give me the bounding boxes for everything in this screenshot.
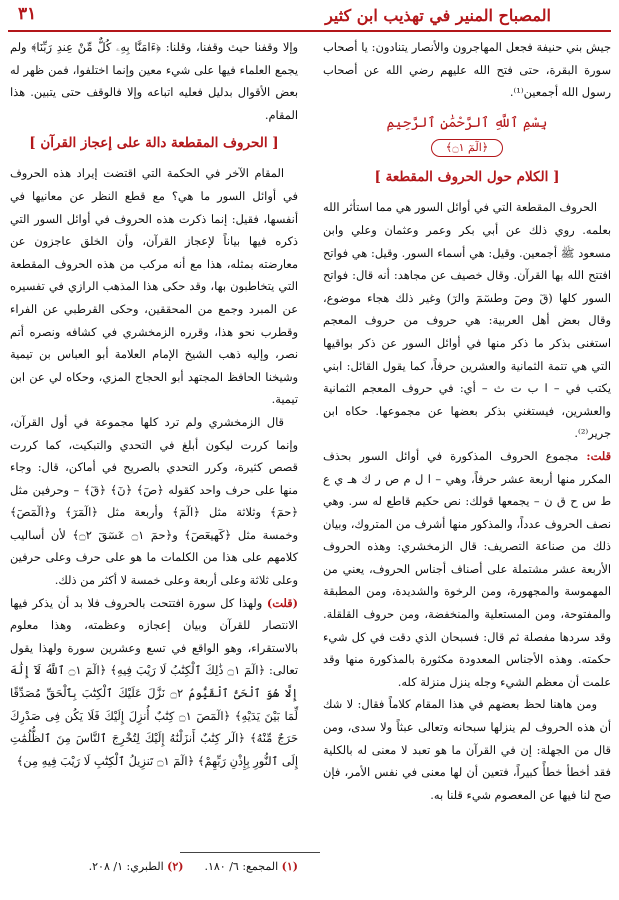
footnote-text: المجمع: ٦/ ١٨٠. xyxy=(204,860,279,873)
surah-tag-label: ﴿الٓمٓ ۝١﴾ xyxy=(431,139,503,157)
paragraph-text: ولهذا كل سورة افتتحت بالحروف فلا بد أن يذكر فيها الانتصار للقرآن وبيان إعجازه وعظمته، وهذا معلوم بالاستقراء، وهو الواقع في تسع وعشرين سورة ولهذا يقول تعالى: ﴿الٓمٓ ۝١ ذَٰلِكَ ٱلْكِتَٰبُ لَا رَيْبَ فِيهِ﴾ ﴿الٓمٓ ۝١ ٱللَّهُ لَآ إِلَٰهَ إِلَّا هُوَ ٱلْحَىُّ ٱلْقَيُّومُ ۝٢ نَزَّلَ عَلَيْكَ ٱلْكِتَٰبَ بِٱلْحَقِّ مُصَدِّقًا لِّمَا بَيْنَ يَدَيْهِ﴾ ﴿الٓمٓصٓ ۝١ كِتَٰبٌ أُنزِلَ إِلَيْكَ فَلَا يَكُن فِى صَدْرِكَ حَرَجٌ مِّنْهُ﴾ ﴿الٓر كِتَٰبٌ أَنزَلْنَٰهُ إِلَيْكَ لِتُخْرِجَ ٱلنَّاسَ مِنَ ٱلظُّلُمَٰتِ إِلَى ٱلنُّورِ بِإِذْنِ رَبِّهِمْ﴾ ﴿الٓمٓ ۝١ تَنزِيلُ ٱلْكِتَٰبِ لَا رَيْبَ فِيهِ مِن﴾ xyxy=(10,595,298,768)
right-column xyxy=(323,36,611,806)
footnote-text: الطبري: ١/ ٢٠٨. xyxy=(88,860,164,873)
page-number: ٣١ xyxy=(18,4,37,24)
surah-tag xyxy=(323,136,611,159)
note-label: قلت: xyxy=(586,448,612,463)
paragraph xyxy=(10,592,298,773)
section-heading: [ الحروف المقطعة دالة على إعجاز القرآن ] xyxy=(29,135,279,152)
paragraph: المقام الآخر في الحكمة التي اقتضت إيراد هذه الحروف في أوائل السور ما هي؟ مع قطع النظر عن معانيها في أنفسها، فقيل: إنما ذكرت هذه الحروف في أوائل السور التي ذكره فيها بياناً لإعجاز القرآن، وأن الخلق عاجزون عن معارضته بمثله، هذا مع أنه مركب من هذه الحروف المقطعة التي يتخاطبون بها، وقد حكى هذا المذهب الرازي في تفسيره عن المبرد وجمع من المحققين، وحكى القرطبي عن الفراء وقطرب نحو هذا، وقرره الزمخشري في كشافه ونصره أتم نصر، وإليه ذهب الشيخ الإمام العلامة أبو العباس بن تيمية وشيخنا الحافظ المجتهد أبو الحجاج المزي، وحكاه لي عن ابن تيمية. xyxy=(10,166,298,407)
paragraph: جيش بني حنيفة فجعل المهاجرون والأنصار يتنادون: يا أصحاب سورة البقرة، حتى فتح الله عليهم رضي الله عن أصحاب رسول الله أجمعين⁽¹⁾. xyxy=(323,40,611,100)
paragraph: قال الزمخشري ولم ترد كلها مجموعة في أول القرآن، وإنما كررت ليكون أبلغ في التحدي والتبكيت، كما كررت قصص كثيرة، وكرر التحدي بالصريح في أماكن، قال: وجاء منها على حرف واحد كقوله ﴿صٓ﴾ ﴿نٓ﴾ ﴿قٓ﴾ – وحرفين مثل ﴿حمٓ﴾ وثلاثة مثل ﴿الٓمٓ﴾ وأربعة مثل ﴿الٓمٓرٓ﴾ و﴿الٓمٓصٓ﴾ وخمسة مثل ﴿كٓهيعٓصٓ﴾ و﴿حمٓ ۝١ عٓسٓقٓ ۝٢﴾ لأن أساليب كلامهم على هذا من الكلمات ما هو على حرف وعلى حرفين وعلى ثلاثة وعلى أربعة وعلى خمسة لا أكثر من ذلك. xyxy=(10,414,298,588)
paragraph: ومن هاهنا لحظ بعضهم في هذا المقام كلاماً فقال: لا شك أن هذه الحروف لم ينزلها سبحانه وتعالى عبثاً ولا سدى، ومن قال من الجهلة: إن في القرآن ما هو تعبد لا معنى له بالكلية فقد أخطأ خطأً كبيراً، فتعين أن لها معنى في نفس الأمر، فإن صح لنا فيها عن المعصوم شيء قلنا به. xyxy=(323,697,611,802)
left-column xyxy=(10,36,298,772)
book-title: المصباح المنير في تهذيب ابن كثير xyxy=(325,6,551,25)
footnote-number: (٢) xyxy=(167,860,184,873)
paragraph xyxy=(323,445,611,694)
footnote-number: (١) xyxy=(281,860,298,873)
section-heading: [ الكلام حول الحروف المقطعة ] xyxy=(374,169,560,186)
footnotes xyxy=(10,858,298,876)
page-header xyxy=(8,4,611,30)
basmala: بِسْمِ ٱللَّهِ ٱلرَّحْمَٰنِ ٱلرَّحِيمِ xyxy=(386,114,548,131)
note-label: (قلت) xyxy=(266,595,299,610)
header-divider xyxy=(8,30,611,32)
paragraph-text: مجموع الحروف المذكورة في أوائل السور بحذف المكرر منها أربعة عشر حرفاً، وهي – ا ل م ص ر ك هـ ي ع ط س ح ق ن – يجمعها قولك: نص حكيم قاطع له سر. وهي نصف الحروف عدداً، والمذكور منها أشرف من المتروك، وبيان ذلك من صناعة التصريف: قال الزمخشري: وهذه الحروف الأربعة عشر مشتملة على أصناف أجناس الحروف، يعني من المهموسة والمجهورة، ومن الرخوة والشديدة، ومن المطبقة والمفتوحة، ومن المستعلية والمنخفضة، ومن حروف القلقلة. وقد سردها مفصلة ثم قال: فسبحان الذي دقت في كل شيء حكمته. وهذه الأجناس المعدودة مكثورة بالمذكورة منها وقد علمت أن معظم الشيء وجله ينزل منزلة كله. xyxy=(323,448,611,689)
paragraph: وإلا وقفنا حيث وقفنا، وقلنا: ﴿ءَامَنَّا بِهِۦ كُلٌّ مِّنْ عِندِ رَبِّنَا﴾ ولم يجمع العلماء فيها على شيء معين وإنما اختلفوا، فمن ظهر له بعض الأقوال بدليل فعليه اتباعه وإلا فالوقف حتى يتبين. هذا المقام. xyxy=(10,40,298,122)
paragraph: الحروف المقطعة التي في أوائل السور هي مما استأثر الله بعلمه. روي ذلك عن أبي بكر وعمر وعثمان وعلي وابن مسعود ﷺ أجمعين. وقيل: هي أسماء السور. وقيل: هي فواتح افتتح الله بها القرآن. وقال خصيف عن مجاهد: أنه قال: فواتح السور كلها (قٓ وصٓ وطسٓمٓ والرٓ) وغير ذلك هجاء موضوع، وقال بعض أهل العربية: هي حروف من حروف المعجم استغنى بذكر ما ذكر منها في أوائل السور عن ذكر بواقيها التي هي تتمة الثمانية والعشرين حرفاً، كما يقول القائل: ابني يكتب في – ا ب ت ث – أي: في حروف المعجم الثمانية والعشرين، فيستغني بذكر بعضها عن مجموعها. حكاه ابن جرير⁽²⁾. xyxy=(323,200,611,441)
footnote-divider xyxy=(180,852,320,853)
